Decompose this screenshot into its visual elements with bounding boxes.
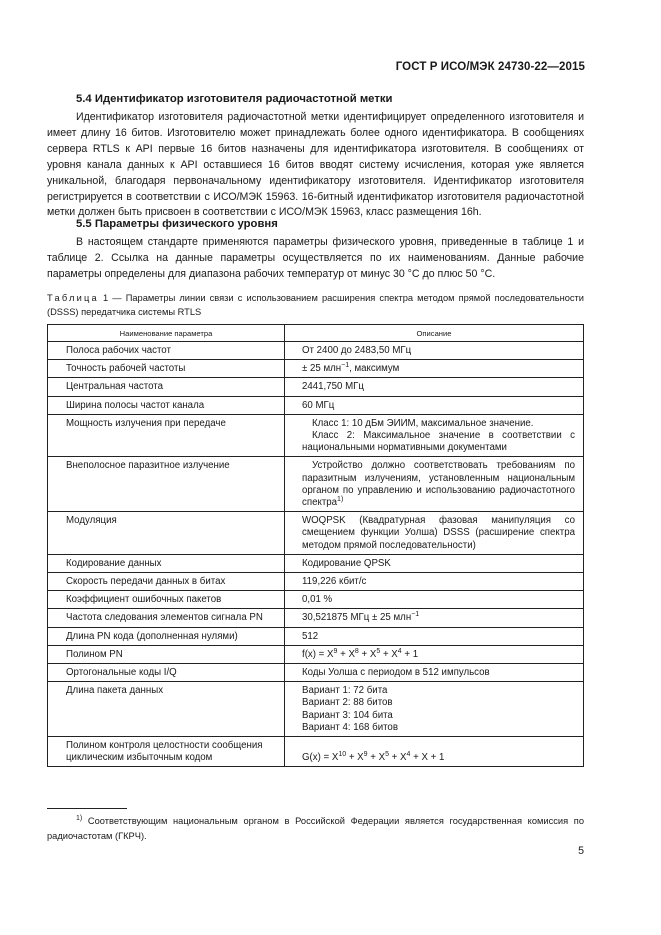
footnote [47,814,584,843]
footnote-divider [47,808,127,809]
table-row [48,342,584,360]
param-name: Длина пакета данных [48,682,285,737]
superscript: −1 [411,611,420,619]
param-desc [285,737,584,767]
formula-part: + X + 1 [410,752,445,764]
table-row [48,737,584,767]
param-desc [285,360,584,378]
exponent: 5 [385,751,389,759]
table-row [48,573,584,591]
formula-part: + X [380,648,398,660]
param-desc: 119,226 кбит/с [285,573,584,591]
exponent: 9 [333,647,338,655]
desc-text: ± 25 млн [302,363,342,375]
param-desc: 2441,750 МГц [285,378,584,396]
formula-part: + X [358,648,377,660]
formula-part: f(x) = X [302,648,334,660]
desc-text: 30,521875 МГц ± 25 млн [302,612,412,624]
param-desc: Кодирование QPSK [285,554,584,572]
section-5-5-heading: 5.5 Параметры физического уровня [76,218,278,230]
param-name: Ортогональные коды I/Q [48,664,285,682]
table-row [48,414,584,457]
table-row [48,512,584,555]
desc-line: Вариант 2: 88 битов [302,697,393,709]
param-name: Внеполосное паразитное излучение [48,457,285,512]
param-name: Мощность излучения при передаче [48,414,285,457]
section-5-5-paragraph: В настоящем стандарте применяются параметры физического уровня, приведенные в таблице 1 и таблице 2. Ссылка на данные параметры осуществляется по их наименованиям. Данные рабочие параметры определены для диапазона рабочих температур от минус 30 °С до плюс 50 °С. [47,236,584,280]
desc-line: Вариант 3: 104 бита [302,709,393,721]
table-row [48,396,584,414]
desc-line: Вариант 4: 168 битов [302,721,398,733]
document-header: ГОСТ Р ИСО/МЭК 24730-22—2015 [395,61,585,73]
superscript: −1 [341,362,350,370]
exponent: 9 [363,751,368,759]
formula-part: G(x) = X [302,752,339,764]
param-desc [285,457,584,512]
param-name: Модуляция [48,512,285,555]
section-5-4-paragraph: Идентификатор изготовителя радиочастотной метки идентифицирует определенного изготовителя и имеет длину 16 битов. Изготовителю может принадлежать более одного идентификатора. В сообщениях сервера RTLS к API первые 16 битов назначены для идентификатора изготовителя. В сообщениях от уровня канала данных к API оставшиеся 16 битов вводят систему исчисления, которая уже является уникальной, благодаря первоначальному идентификатору изготовителя. Идентификатор изготовителя регистрируется в соответствии с ИСО/МЭК 15963. 16-битный идентификатор изготовителя радиочастотной метки должен быть присвоен в соответствии с ИСО/МЭК 15963, класс размещения 16h. [47,111,584,219]
table-row [48,554,584,572]
param-name: Скорость передачи данных в битах [48,573,285,591]
exponent: 4 [397,647,402,655]
footnote-text: Соответствующим национальным органом в Российской Федерации является государственная комиссия по радиочастотам (ГКРЧ). [47,816,584,841]
table-row [48,360,584,378]
param-name: Длина PN кода (дополненная нулями) [48,627,285,645]
formula-part: + X [337,648,355,660]
exponent: 8 [354,647,359,655]
table-row [48,627,584,645]
table-row [48,682,584,737]
table-header-row [48,325,584,342]
param-desc: 60 МГц [285,396,584,414]
desc-line: Класс 1: 10 дБм ЭИИМ, максимальное значение. [312,417,534,429]
table-row [48,609,584,627]
table-row [48,664,584,682]
param-name: Частота следования элементов сигнала PN [48,609,285,627]
desc-text: , максимум [349,363,400,375]
table-caption-number: 1 [102,293,109,303]
page-number: 5 [578,845,584,857]
table-row [48,457,584,512]
param-desc [285,414,584,457]
param-desc [285,609,584,627]
param-desc: WOQPSK (Квадратурная фазовая манипуляция со смещением функции Уолша) DSSS (расширение спектра методом прямой последовательности) [285,512,584,555]
formula-part: + 1 [401,648,419,660]
table-caption-label: Таблица [47,293,99,303]
exponent: 5 [376,647,381,655]
param-desc: От 2400 до 2483,50 МГц [285,342,584,360]
table-row [48,645,584,663]
param-desc [285,645,584,663]
formula-part: + X [388,752,407,764]
param-desc: 512 [285,627,584,645]
column-header-description: Описание [285,325,584,342]
footnote-mark: 1) [76,815,83,822]
formula-part: + X [346,752,364,764]
param-name: Полином контроля целостности сообщения циклическим избыточным кодом [48,737,285,767]
parameters-table [47,324,584,767]
param-name: Полином PN [48,645,285,663]
param-desc [285,682,584,737]
exponent: 10 [338,751,347,759]
table-caption-text: — Параметры линии связи с использованием расширения спектра методом прямой последовательности (DSSS) передатчика системы RTLS [47,293,584,318]
param-desc: Коды Уолша с периодом в 512 импульсов [285,664,584,682]
param-name: Центральная частота [48,378,285,396]
section-5-4-heading: 5.4 Идентификатор изготовителя радиочастотной метки [76,93,393,105]
param-name: Полоса рабочих частот [48,342,285,360]
column-header-name: Наименование параметра [48,325,285,342]
param-name: Кодирование данных [48,554,285,572]
desc-line: Класс 2: Максимальное значение в соответствии с национальными нормативными документами [302,430,575,454]
param-name: Ширина полосы частот канала [48,396,285,414]
desc-text: Устройство должно соответствовать требованиям по паразитным излучениям, установленным национальным органом по управлению и использованию радиочастотного спектра [302,460,575,509]
param-desc: 0,01 % [285,591,584,609]
formula-part: + X [367,752,386,764]
desc-line: Вариант 1: 72 бита [302,685,388,697]
table-row [48,591,584,609]
exponent: 4 [406,751,411,759]
footnote-ref: 1) [337,496,344,504]
table-caption [47,291,584,319]
param-name: Коэффициент ошибочных пакетов [48,591,285,609]
table-row [48,378,584,396]
param-name: Точность рабочей частоты [48,360,285,378]
